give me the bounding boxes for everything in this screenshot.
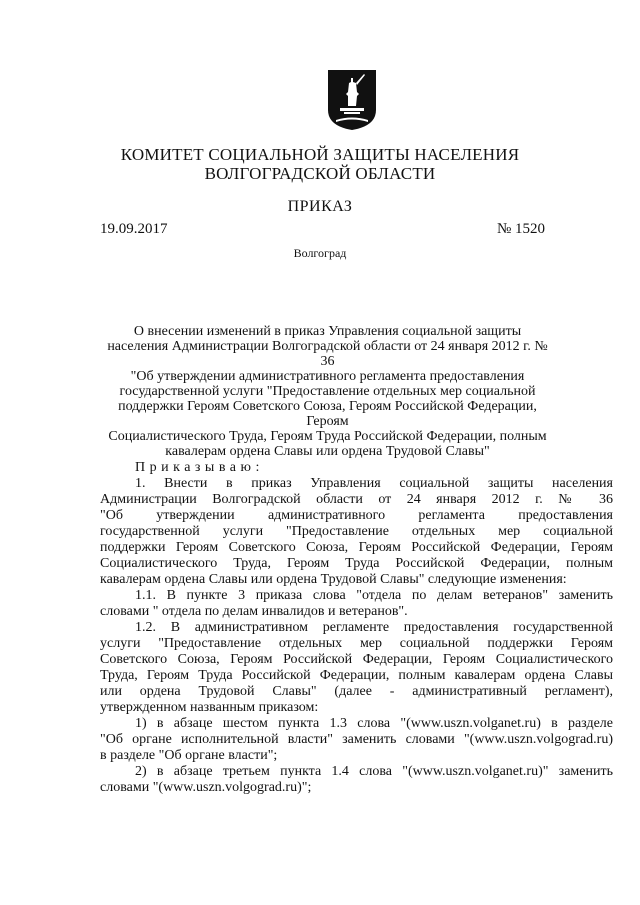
title-line: Социалистического Труда, Героям Труда Российской Федерации, полным	[108, 429, 547, 444]
paragraph-line: утвержденном названным приказом:	[100, 700, 319, 715]
title-line: населения Администрации Волгоградской области от 24 января 2012 г. № 36	[107, 339, 548, 369]
paragraph-line: Советского Союза, Героям Российской Федерации, Героям Социалистического	[100, 652, 613, 667]
title-line: государственной услуги "Предоставление отдельных мер социальной	[119, 384, 536, 399]
paragraph-line: кавалерам ордена Славы или ордена Трудовой Славы" следующие изменения:	[100, 572, 567, 587]
paragraph-line: 1) в абзаце шестом пункта 1.3 слова "(www.uszn.volganet.ru) в разделе	[135, 716, 613, 731]
document-type: ПРИКАЗ	[287, 198, 353, 215]
document-date: 19.09.2017	[100, 221, 168, 237]
paragraph-1	[100, 476, 613, 588]
document-city: Волгоград	[293, 246, 347, 260]
paragraph-line: или ордена Трудовой Славы" (далее - административный регламент),	[100, 684, 613, 699]
paragraph-line: в разделе "Об органе власти";	[100, 748, 278, 763]
paragraph-line: Труда, Героям Труда Российской Федерации, полным кавалерам ордена Славы	[100, 668, 613, 683]
paragraph-1-1	[100, 588, 613, 620]
paragraph-line: "Об утверждении административного регламента предоставления	[100, 508, 613, 523]
paragraph-line: государственной услуги "Предоставление отдельных мер социальной	[100, 524, 613, 539]
paragraph-line: Социалистического Труда, Героям Труда Российской Федерации, полным	[100, 556, 613, 571]
document-body	[100, 460, 613, 796]
paragraph-line: услуги "Предоставление отдельных мер социальной поддержки Героям	[100, 636, 613, 651]
document-number: № 1520	[496, 221, 545, 237]
paragraph-line: 1.1. В пункте 3 приказа слова "отдела по делам ветеранов" заменить	[135, 588, 613, 603]
organization-line-1: КОМИТЕТ СОЦИАЛЬНОЙ ЗАЩИТЫ НАСЕЛЕНИЯ	[120, 145, 520, 164]
title-line: кавалерам ордена Славы или ордена Трудовой Славы"	[165, 444, 490, 459]
volgograd-coat-of-arms-icon	[326, 68, 378, 132]
paragraph-1-2	[100, 620, 613, 716]
document-title	[100, 324, 555, 459]
title-line: поддержки Героям Советского Союза, Героям Российской Федерации, Героям	[118, 399, 537, 429]
paragraph-line: словами "(www.uszn.volgograd.ru)";	[100, 780, 312, 795]
paragraph-line: Администрации Волгоградской области от 24 января 2012 г. № 36	[100, 492, 613, 507]
paragraph-line: поддержки Героям Советского Союза, Героям Российской Федерации, Героям	[100, 540, 613, 555]
paragraph-line: 2) в абзаце третьем пункта 1.4 слова "(www.uszn.volganet.ru)" заменить	[135, 764, 613, 779]
organization-name	[0, 145, 640, 183]
paragraph-line: "Об органе исполнительной власти" заменить словами "(www.uszn.volgograd.ru)	[100, 732, 613, 747]
title-line: О внесении изменений в приказ Управления социальной защиты	[133, 324, 522, 339]
paragraph-1-2-item-1	[100, 716, 613, 764]
paragraph-1-2-item-2	[100, 764, 613, 796]
paragraph-line: 1. Внести в приказ Управления социальной защиты населения	[135, 476, 613, 491]
title-line: "Об утверждении административного регламента предоставления	[130, 369, 525, 384]
paragraph-line: 1.2. В административном регламенте предоставления государственной	[135, 620, 613, 635]
organization-line-2: ВОЛГОГРАДСКОЙ ОБЛАСТИ	[204, 164, 436, 183]
order-word: Приказываю:	[135, 460, 264, 475]
paragraph-line: словами " отдела по делам инвалидов и ветеранов".	[100, 604, 408, 619]
